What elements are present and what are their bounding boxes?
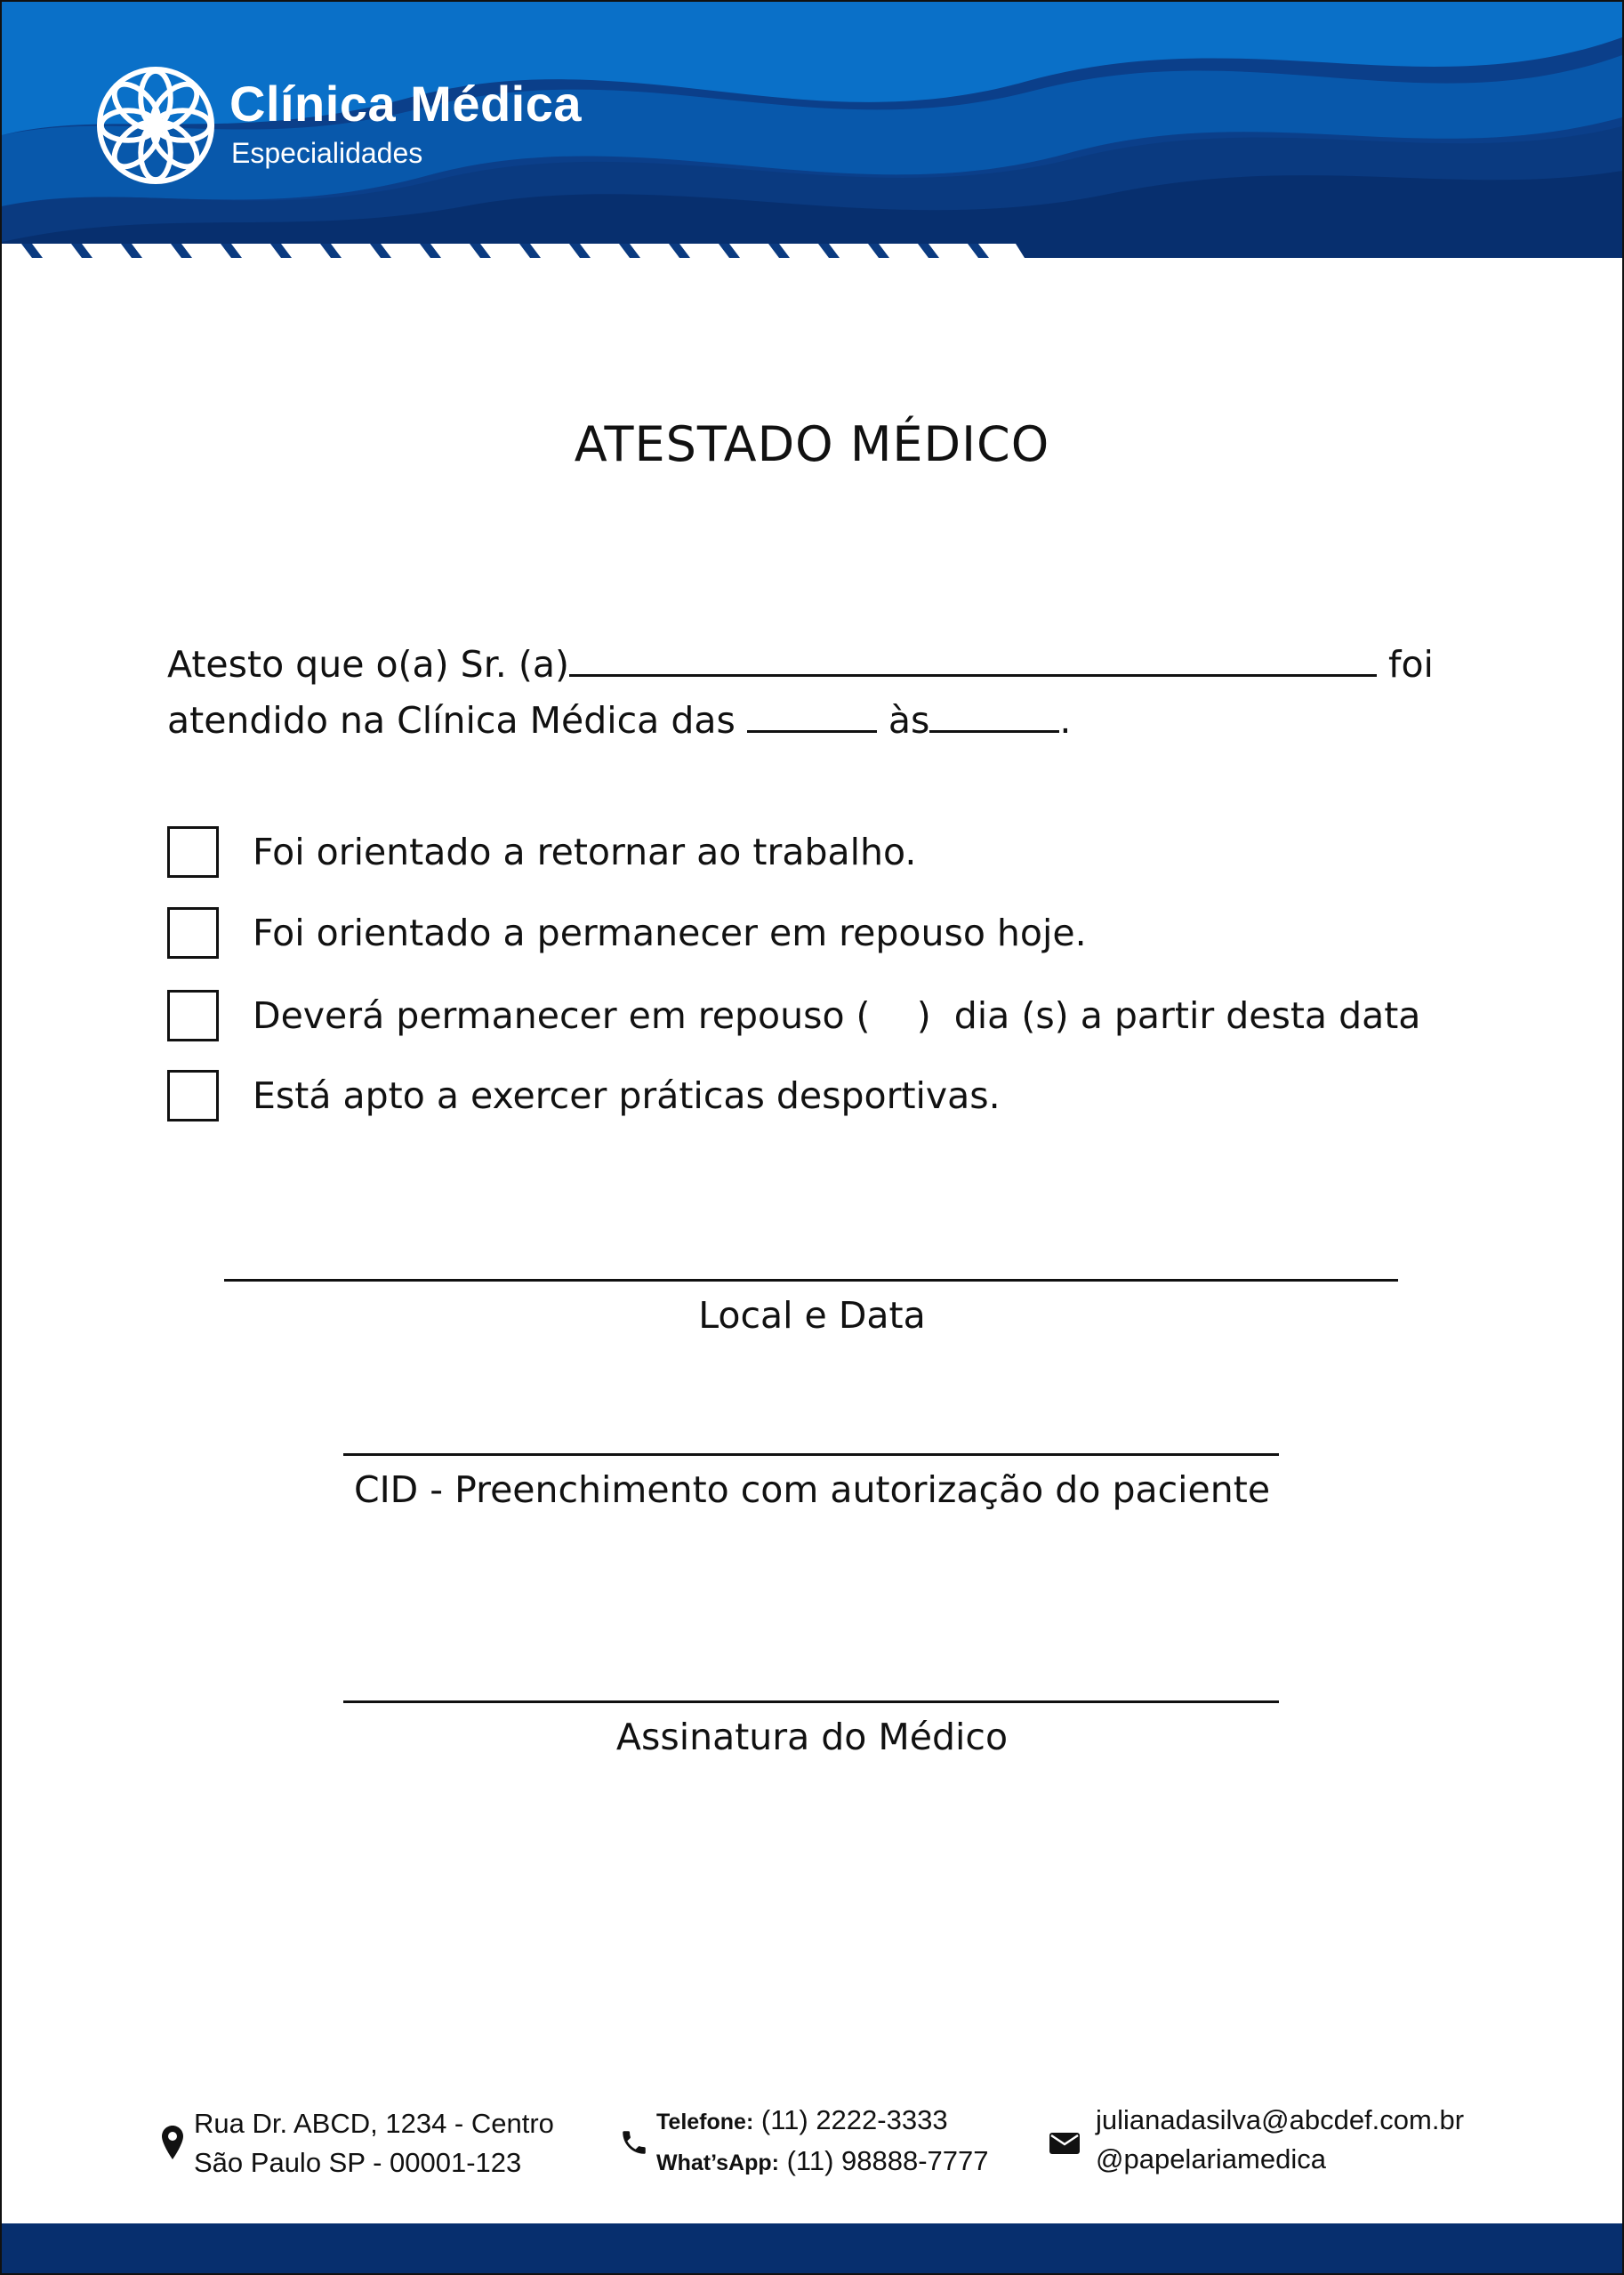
address-line-1: Rua Dr. ABCD, 1234 - Centro — [194, 2108, 554, 2139]
option-rest-days — [167, 987, 1420, 1044]
social-handle[interactable]: @papelariamedica — [1096, 2143, 1326, 2175]
option-label: Está apto a exercer práticas desportivas. — [253, 1074, 1001, 1117]
local-data-line[interactable] — [224, 1279, 1398, 1282]
option-label: Deverá permanecer em repouso ( ) dia (s) a partir desta data — [253, 994, 1421, 1037]
attestation-line-2 — [167, 693, 1466, 748]
option-label: Foi orientado a retornar ao trabalho. — [253, 831, 917, 873]
telephone-value[interactable]: (11) 2222-3333 — [753, 2104, 948, 2135]
option-return-work — [167, 824, 916, 880]
option-sports-fit — [167, 1067, 1001, 1124]
checkbox[interactable] — [167, 1070, 219, 1121]
attestation-prefix: Atesto que o(a) Sr. (a) — [167, 643, 569, 686]
flower-logo-icon — [94, 64, 217, 187]
checkbox[interactable] — [167, 907, 219, 959]
time-from-blank[interactable] — [747, 695, 877, 733]
attestation-line-1 — [167, 637, 1466, 692]
whatsapp-value[interactable]: (11) 98888-7777 — [778, 2145, 989, 2176]
location-pin-icon — [162, 2126, 183, 2159]
footer-bar — [2, 2223, 1622, 2273]
cid-line[interactable] — [343, 1453, 1279, 1456]
option-label: Foi orientado a permanecer em repouso hoje. — [253, 912, 1087, 954]
doctor-signature-line[interactable] — [343, 1700, 1279, 1703]
phone-icon — [619, 2127, 649, 2158]
cid-label: CID - Preenchimento com autorização do paciente — [353, 1468, 1271, 1511]
checkbox[interactable] — [167, 826, 219, 878]
footer-address — [194, 2104, 554, 2183]
time-to-blank[interactable] — [929, 695, 1059, 733]
footer-contact — [1096, 2101, 1464, 2179]
header-banner — [2, 2, 1622, 258]
telephone-row — [656, 2101, 989, 2142]
brand-subtitle: Especialidades — [231, 137, 423, 169]
brand-name: Clínica Médica — [229, 76, 583, 132]
attestation-suffix: foi — [1376, 643, 1434, 686]
envelope-icon — [1049, 2133, 1080, 2154]
attended-suffix: . — [1059, 699, 1072, 742]
email-link[interactable]: julianadasilva@abcdef.com.br — [1096, 2104, 1465, 2135]
attended-prefix: atendido na Clínica Médica das — [167, 699, 747, 742]
option-rest-today — [167, 904, 1087, 961]
doctor-signature-label: Assinatura do Médico — [615, 1716, 1009, 1758]
whatsapp-label: What’sApp: — [656, 2150, 779, 2175]
whatsapp-row — [656, 2142, 989, 2183]
footer-phones — [656, 2101, 989, 2183]
address-line-2: São Paulo SP - 00001-123 — [194, 2147, 522, 2178]
document-title: ATESTADO MÉDICO — [574, 416, 1050, 472]
checkbox[interactable] — [167, 990, 219, 1041]
local-data-label: Local e Data — [698, 1294, 926, 1337]
attended-middle: às — [876, 699, 930, 742]
patient-name-blank[interactable] — [569, 639, 1377, 677]
telephone-label: Telefone: — [656, 2110, 754, 2134]
